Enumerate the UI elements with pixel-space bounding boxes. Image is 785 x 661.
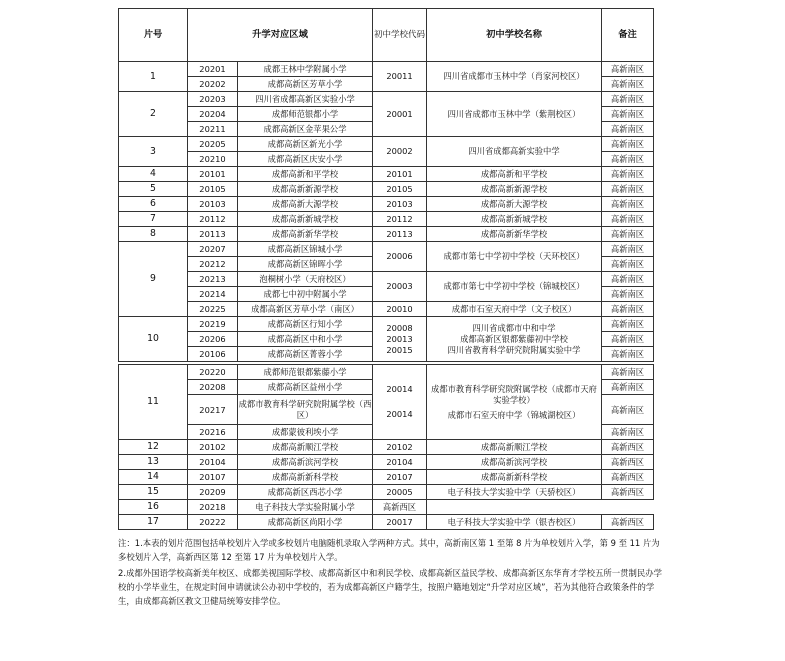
middle-school-name: [427, 197, 602, 212]
table-body: [119, 62, 654, 530]
middle-school-code-line: 20006: [386, 251, 413, 261]
middle-school-name: [427, 182, 602, 197]
middle-school-code-line: 20102: [386, 441, 413, 452]
middle-school-name-line: 成都高新新源学校: [480, 183, 548, 194]
primary-name: 成都高新和平学校: [238, 167, 373, 182]
middle-school-name-line: 成都高新新城学校: [480, 213, 548, 224]
primary-code: 20113: [188, 227, 238, 242]
note-cell: 高新南区: [602, 425, 654, 440]
primary-name: 成都师范银都小学: [238, 107, 373, 122]
middle-school-code: [373, 167, 427, 182]
middle-school-name-line: 成都市第七中学初中学校（天环校区）: [443, 251, 585, 261]
primary-name: 成都高新区锦晖小学: [238, 257, 373, 272]
header-mingcheng: 初中学校名称: [427, 9, 602, 62]
middle-school-code-line: 20015: [386, 344, 413, 355]
note-cell: 高新南区: [602, 137, 654, 152]
primary-name: 成都蒙彼利埃小学: [238, 425, 373, 440]
middle-school-name-line: 成都高新和平学校: [480, 168, 548, 179]
pian-number: 11: [119, 365, 188, 440]
middle-school-name-line: 成都高新区银都紫藤初中学校: [460, 333, 568, 344]
primary-name: 成都高新新城学校: [238, 212, 373, 227]
note-cell: 高新南区: [602, 287, 654, 302]
middle-school-name-line: 成都高新新华学校: [480, 228, 548, 239]
middle-school-name-line: 四川省教育科学研究院附属实验中学: [447, 344, 581, 355]
primary-code: 20101: [188, 167, 238, 182]
middle-school-code-line: 20104: [386, 456, 413, 467]
primary-code: 20210: [188, 152, 238, 167]
middle-school-code: [373, 440, 427, 455]
middle-school-name-line: 成都高新顺江学校: [480, 441, 548, 452]
middle-school-code: [373, 515, 427, 530]
middle-school-code: [373, 137, 427, 167]
note-2: 2.成都外国语学校高新美年校区、成都美视国际学校、成都高新区中和利民学校、成都高新区益民学校、成都高新区东华育才学校五所一贯制民办学校的小学毕业生，在规定时间申请就读公办初中学校的，若为成都高新区户籍学生，按照户籍地划定“升学对应区域”，若为其他符合政策条件的学生，由成都高新区教文卫健局统筹安排学位。: [118, 568, 662, 606]
table-row: [119, 470, 654, 485]
note-cell: 高新南区: [602, 395, 654, 425]
pian-number: 16: [119, 500, 188, 515]
middle-school-code-line: 20113: [386, 228, 413, 239]
middle-school-code-line: 20112: [386, 213, 413, 224]
middle-school-name-line: 电子科技大学实验中学（银杏校区）: [447, 516, 581, 527]
note-cell: 高新西区: [602, 515, 654, 530]
pian-number: 5: [119, 182, 188, 197]
middle-school-name-line: 成都市教育科学研究院附属学校（成都市天府实验学校）: [431, 383, 597, 405]
middle-school-code: [373, 197, 427, 212]
middle-school-code-line: 20008: [386, 322, 413, 333]
table-row: [119, 365, 654, 380]
middle-school-code-line: 20010: [386, 303, 413, 314]
note-cell: 高新西区: [602, 470, 654, 485]
primary-name: 成都高新区锦城小学: [238, 242, 373, 257]
middle-school-name: [427, 302, 602, 317]
note-1: 注：1.本表的划片范围包括单校划片入学或多校划片电脑随机录取入学两种方式。其中，高新南区第 1 至第 8 片为单校划片入学，第 9 至 11 片为多校划片入学，高新西区第 12 至第 17 片为单校划片入学。: [118, 538, 660, 562]
middle-school-name-line: 四川省成都市玉林中学（肖家河校区）: [443, 71, 585, 81]
primary-code: 20107: [188, 470, 238, 485]
middle-school-name-line: 成都高新滨河学校: [480, 456, 548, 467]
middle-school-name-line: 电子科技大学实验中学（天骄校区）: [447, 486, 581, 497]
note-cell: 高新南区: [602, 227, 654, 242]
middle-school-code-line: 20005: [386, 486, 413, 497]
middle-school-name: [427, 485, 602, 500]
note-cell: 高新南区: [602, 212, 654, 227]
middle-school-code-line: 20002: [386, 146, 413, 156]
note-cell: 高新南区: [602, 257, 654, 272]
pian-number: 13: [119, 455, 188, 470]
note-cell: 高新南区: [602, 152, 654, 167]
primary-code: 20218: [188, 500, 238, 515]
middle-school-name-line: 成都市第七中学初中学校（锦城校区）: [443, 281, 585, 291]
primary-name: 成都高新区芳草小学（南区）: [238, 302, 373, 317]
middle-school-name: [427, 92, 602, 137]
primary-code: 20206: [188, 332, 238, 347]
middle-school-code-line: 20011: [386, 71, 413, 81]
primary-code: 20225: [188, 302, 238, 317]
primary-name: 成都七中初中附属小学: [238, 287, 373, 302]
middle-school-code-line: 20105: [386, 183, 413, 194]
primary-code: 20212: [188, 257, 238, 272]
primary-code: 20204: [188, 107, 238, 122]
header-beizhu: 备注: [602, 9, 654, 62]
school-district-table: [118, 8, 654, 530]
notes: [118, 536, 662, 608]
primary-code: 20201: [188, 62, 238, 77]
note-cell: 高新南区: [602, 77, 654, 92]
note-cell: 高新南区: [602, 62, 654, 77]
middle-school-code: [373, 62, 427, 92]
note-cell: 高新南区: [602, 347, 654, 362]
table-row: [119, 242, 654, 257]
middle-school-code: [373, 92, 427, 137]
primary-name: 成都高新区益州小学: [238, 380, 373, 395]
pian-number: 6: [119, 197, 188, 212]
primary-code: 20106: [188, 347, 238, 362]
middle-school-name: [427, 440, 602, 455]
middle-school-name: [427, 515, 602, 530]
note-cell: 高新南区: [602, 332, 654, 347]
middle-school-name: [427, 167, 602, 182]
table-row: [119, 500, 654, 515]
note-cell: 高新南区: [602, 182, 654, 197]
note-cell: 高新南区: [602, 122, 654, 137]
primary-code: 20217: [188, 395, 238, 425]
pian-number: 1: [119, 62, 188, 92]
table-row: [119, 137, 654, 152]
primary-code: 20211: [188, 122, 238, 137]
primary-name: 成都高新大源学校: [238, 197, 373, 212]
note-cell: 高新西区: [602, 440, 654, 455]
middle-school-code: [373, 182, 427, 197]
table-row: [119, 317, 654, 332]
pian-number: 7: [119, 212, 188, 227]
primary-code: 20105: [188, 182, 238, 197]
table-row: [119, 212, 654, 227]
middle-school-code: [373, 272, 427, 302]
primary-name: 成都高新区新光小学: [238, 137, 373, 152]
middle-school-code: [373, 470, 427, 485]
middle-school-code: [373, 365, 427, 440]
middle-school-name: [427, 317, 602, 362]
middle-school-name-line: 四川省成都市中和中学: [472, 322, 556, 333]
table-row: [119, 302, 654, 317]
middle-school-code: [373, 455, 427, 470]
primary-code: 20214: [188, 287, 238, 302]
primary-code: 20103: [188, 197, 238, 212]
primary-code: 20216: [188, 425, 238, 440]
middle-school-code: [373, 317, 427, 362]
note-cell: 高新南区: [602, 380, 654, 395]
note-cell: 高新南区: [602, 107, 654, 122]
middle-school-name-line: 成都市石室天府中学（锦城湖校区）: [447, 409, 581, 420]
primary-code: 20102: [188, 440, 238, 455]
note-cell: 高新南区: [602, 242, 654, 257]
primary-name: 电子科技大学实验附属小学: [238, 500, 373, 515]
middle-school-name: [427, 227, 602, 242]
primary-name: 成都高新区西芯小学: [238, 485, 373, 500]
middle-school-name: [427, 272, 602, 302]
primary-name: 成都市教育科学研究院附属学校（西区）: [238, 395, 373, 425]
primary-name: 成都高新区菁蓉小学: [238, 347, 373, 362]
middle-school-code-line: 20014: [386, 384, 413, 394]
middle-school-name: [427, 365, 602, 440]
primary-name: 成都高新区尚阳小学: [238, 515, 373, 530]
note-cell: 高新南区: [602, 92, 654, 107]
middle-school-code-line: 20014: [386, 409, 413, 419]
table-row: [119, 455, 654, 470]
note-cell: 高新南区: [602, 317, 654, 332]
primary-code: 20207: [188, 242, 238, 257]
middle-school-code-line: 20103: [386, 198, 413, 209]
primary-name: 成都高新区金苹果公学: [238, 122, 373, 137]
primary-name: 成都王林中学附属小学: [238, 62, 373, 77]
middle-school-name: [427, 455, 602, 470]
pian-number: 12: [119, 440, 188, 455]
header-daima: 初中学校代码: [373, 9, 427, 62]
middle-school-name-line: 成都高新大源学校: [480, 198, 548, 209]
primary-name: 成都高新区行知小学: [238, 317, 373, 332]
pian-number: 9: [119, 242, 188, 317]
middle-school-name-line: 四川省成都高新实验中学: [468, 146, 560, 156]
note-cell: 高新西区: [602, 485, 654, 500]
primary-code: 20205: [188, 137, 238, 152]
middle-school-name: [427, 242, 602, 272]
header-quyu: 升学对应区域: [188, 9, 373, 62]
primary-code: 20219: [188, 317, 238, 332]
header-pian: 片号: [119, 9, 188, 62]
middle-school-name-line: 成都高新新科学校: [480, 471, 548, 482]
primary-code: 20104: [188, 455, 238, 470]
table-row: [119, 62, 654, 77]
pian-number: 10: [119, 317, 188, 362]
primary-code: 20220: [188, 365, 238, 380]
primary-name: 四川省成都高新区实验小学: [238, 92, 373, 107]
primary-code: 20208: [188, 380, 238, 395]
middle-school-code-line: 20101: [386, 168, 413, 179]
primary-code: 20213: [188, 272, 238, 287]
primary-name: 泡桐树小学（天府校区）: [238, 272, 373, 287]
note-cell: 高新南区: [602, 197, 654, 212]
primary-code: 20202: [188, 77, 238, 92]
document: [118, 8, 662, 610]
pian-number: 14: [119, 470, 188, 485]
middle-school-name-line: 四川省成都市玉林中学（紫荆校区）: [447, 108, 581, 119]
middle-school-code-line: 20107: [386, 471, 413, 482]
middle-school-name: [427, 212, 602, 227]
table-row: [119, 515, 654, 530]
note-cell: 高新南区: [602, 167, 654, 182]
pian-number: 4: [119, 167, 188, 182]
header-row: [119, 9, 654, 62]
note-cell: 高新南区: [602, 302, 654, 317]
middle-school-code-line: 20003: [386, 281, 413, 291]
primary-code: 20209: [188, 485, 238, 500]
primary-name: 成都师范银都紫藤小学: [238, 365, 373, 380]
pian-number: 15: [119, 485, 188, 500]
primary-name: 成都高新区芳草小学: [238, 77, 373, 92]
primary-name: 成都高新顺江学校: [238, 440, 373, 455]
primary-name: 成都高新滨河学校: [238, 455, 373, 470]
pian-number: 8: [119, 227, 188, 242]
primary-code: 20203: [188, 92, 238, 107]
note-cell: 高新西区: [373, 500, 427, 515]
note-cell: 高新西区: [602, 455, 654, 470]
middle-school-code: [373, 242, 427, 272]
pian-number: 2: [119, 92, 188, 137]
middle-school-name-line: 成都市石室天府中学（文子校区）: [451, 303, 577, 314]
middle-school-name: [427, 62, 602, 92]
table-row: [119, 197, 654, 212]
table-row: [119, 182, 654, 197]
middle-school-code-line: 20001: [386, 108, 413, 119]
primary-name: 成都高新新科学校: [238, 470, 373, 485]
primary-name: 成都高新新源学校: [238, 182, 373, 197]
primary-name: 成都高新区中和小学: [238, 332, 373, 347]
middle-school-code: [373, 302, 427, 317]
table-row: [119, 167, 654, 182]
table-row: [119, 440, 654, 455]
middle-school-code-line: 20017: [386, 516, 413, 527]
middle-school-code: [373, 212, 427, 227]
primary-name: 成都高新新华学校: [238, 227, 373, 242]
middle-school-name: [427, 470, 602, 485]
table-row: [119, 227, 654, 242]
pian-number: 3: [119, 137, 188, 167]
middle-school-code: [373, 485, 427, 500]
middle-school-code-line: 20013: [386, 333, 413, 344]
table-row: [119, 92, 654, 107]
middle-school-name: [427, 137, 602, 167]
pian-number: 17: [119, 515, 188, 530]
note-cell: 高新南区: [602, 365, 654, 380]
primary-name: 成都高新区庆安小学: [238, 152, 373, 167]
note-cell: 高新南区: [602, 272, 654, 287]
primary-code: 20112: [188, 212, 238, 227]
primary-code: 20222: [188, 515, 238, 530]
middle-school-code: [373, 227, 427, 242]
table-row: [119, 272, 654, 287]
table-row: [119, 485, 654, 500]
